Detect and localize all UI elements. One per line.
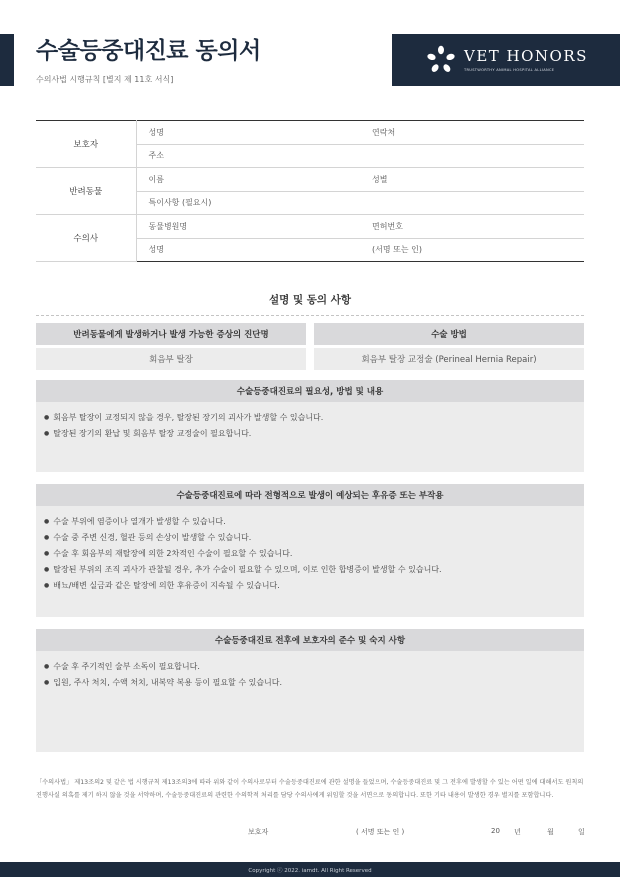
necessity-title: 수술등중대진료의 필요성, 방법 및 내용: [36, 380, 584, 402]
guardian-address-field[interactable]: 주소: [136, 144, 584, 168]
logo-name: VET HONORS: [464, 46, 588, 65]
logo-tagline: TRUSTWORTHY ANIMAL HOSPITAL ALLIANCE: [464, 67, 555, 72]
list-item: ● 회음부 탈장이 교정되지 않을 경우, 탈장된 장기의 괴사가 발생할 수 있습니다.: [44, 410, 584, 426]
section-divider: [36, 315, 584, 316]
date-day-unit: 일: [578, 828, 585, 836]
guardian-label: 보호자: [36, 121, 136, 168]
date-month-unit: 월: [547, 828, 554, 836]
page-subtitle: 수의사법 시행규칙 [별지 제 11호 서식]: [36, 75, 174, 84]
list-item: ● 수술 부위에 염증이나 열개가 발생할 수 있습니다.: [44, 514, 584, 530]
vet-signature-field[interactable]: (서명 또는 인): [372, 245, 422, 255]
list-item: ● 탈장된 부위의 조직 괴사가 관찰될 경우, 추가 수술이 필요할 수 있으며, 이로 인한 합병증이 발생할 수 있습니다.: [44, 562, 584, 578]
animal-sex-field[interactable]: 성별: [360, 168, 584, 192]
list-item: ● 수술 후 회음부의 재탈장에 의한 2차적인 수술이 필요할 수 있습니다.: [44, 546, 584, 562]
brand-logo: [392, 34, 620, 86]
guardian-contact-field[interactable]: 연락처: [360, 121, 584, 145]
method-value: 회음부 탈장 교정술 (Perineal Hernia Repair): [314, 348, 584, 370]
guardian-sign-label: 보호자: [248, 828, 269, 836]
footer-copyright: Copyright ⓒ 2022. iamdt. All Right Reserved: [0, 862, 620, 877]
animal-notes-field[interactable]: 특이사항 (필요시): [136, 191, 584, 215]
list-item: ● 입원, 주사 처치, 수액 처치, 내복약 복용 등이 필요할 수 있습니다.: [44, 675, 584, 691]
page-title: 수술등중대진료 동의서: [36, 38, 261, 64]
header-accent-bar: [0, 34, 14, 86]
date-year-unit: 년: [514, 828, 521, 836]
vet-name-field[interactable]: 성명: [148, 245, 164, 255]
necessity-panel: [36, 380, 584, 472]
animal-label: 반려동물: [36, 168, 136, 215]
side-effects-title: 수술등중대진료에 따라 전형적으로 발생이 예상되는 후유증 또는 부작용: [36, 484, 584, 506]
guardian-name-field[interactable]: 성명: [136, 121, 360, 145]
consent-text: 「수의사법」 제13조의2 및 같은 법 시행규칙 제13조의3에 따라 위와 같이 수의사로부터 수술등중대진료에 관한 설명을 들었으며, 수술등중대진료 및 그 전후에 발생할 수 있는 어떤 일에 대해서도 원칙의 진행사실 의혹를 제기 하지 않을 것을 서약하며, 수술등중대진료의 관련한 수의학적 처리를 담당 수의사에게 위임할 것을 서면으로 동의합니다. 또한 기타 내용이 발생한 경우 별지를 포함합니다.: [36, 779, 584, 799]
date-year[interactable]: 20: [491, 827, 500, 835]
paw-star-icon: [426, 45, 456, 75]
side-effects-panel: [36, 484, 584, 617]
section-title: 설명 및 동의 사항: [269, 294, 351, 306]
list-item: ● 수술 중 주변 신경, 혈관 등의 손상이 발생할 수 있습니다.: [44, 530, 584, 546]
list-item: ● 배뇨/배변 실금과 같은 탈장에 의한 후유증이 지속될 수 있습니다.: [44, 578, 584, 594]
vet-label: 수의사: [36, 215, 136, 262]
license-number-field[interactable]: 면허번호: [360, 215, 584, 239]
list-item: ● 수술 후 주기적인 술부 소독이 필요합니다.: [44, 659, 584, 675]
info-table: [36, 120, 584, 262]
side-effects-list: [36, 506, 584, 594]
guardian-sign-field[interactable]: ( 서명 또는 인 ): [356, 828, 405, 836]
necessity-list: [36, 402, 584, 442]
method-label: 수술 방법: [314, 323, 584, 345]
animal-name-field[interactable]: 이름: [136, 168, 360, 192]
compliance-title: 수술등중대진료 전후에 보호자의 준수 및 숙지 사항: [36, 629, 584, 651]
diagnosis-label: 반려동물에게 발생하거나 발생 가능한 증상의 진단명: [36, 323, 306, 345]
diagnosis-value: 회음부 탈장: [36, 348, 306, 370]
compliance-list: [36, 651, 584, 691]
compliance-panel: [36, 629, 584, 752]
list-item: ● 탈장된 장기의 환납 및 회음부 탈장 교정술이 필요합니다.: [44, 426, 584, 442]
hospital-name-field[interactable]: 동물병원명: [136, 215, 360, 239]
